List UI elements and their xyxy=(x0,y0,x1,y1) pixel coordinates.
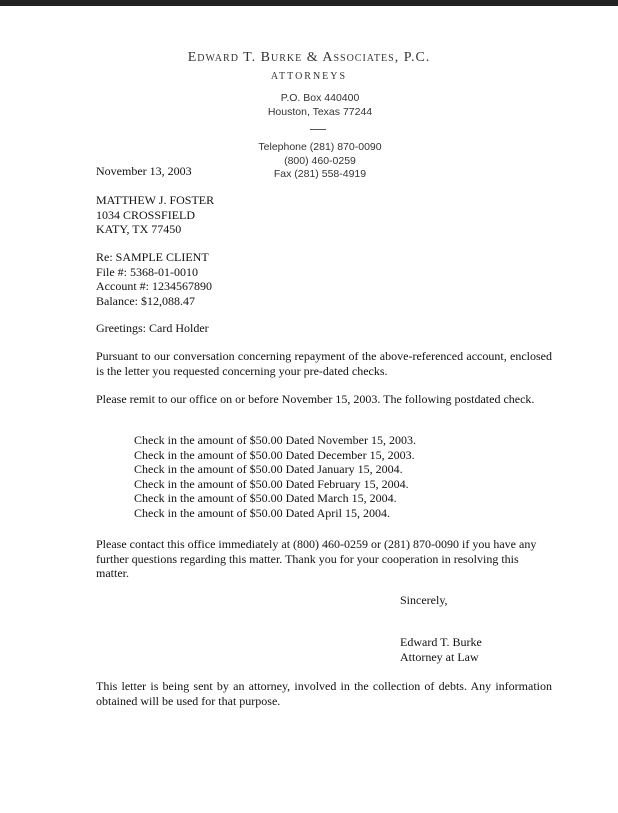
recipient-address xyxy=(96,193,552,237)
phone-line: Fax (281) 558-4919 xyxy=(273,168,367,180)
phone-line: Telephone (281) 870-0090 xyxy=(258,141,382,153)
check-list xyxy=(134,433,416,520)
letter-date: November 13, 2003 xyxy=(96,164,192,178)
reference-line: File #: 5368-01-0010 xyxy=(96,264,198,279)
check-item: Check in the amount of $50.00 Dated November 15, 2003. xyxy=(134,433,416,447)
body-paragraph-1: Pursuant to our conversation concerning repayment of the above-referenced account, enclosed is the letter you requested concerning your pre-dated checks. xyxy=(96,349,552,378)
check-item: Check in the amount of $50.00 Dated December 15, 2003. xyxy=(134,447,415,462)
recipient-line: KATY, TX 77450 xyxy=(96,222,182,236)
reference-block xyxy=(96,250,552,308)
signer-name: Edward T. Burke xyxy=(400,635,482,649)
check-item: Check in the amount of $50.00 Dated March 15, 2004. xyxy=(134,491,397,505)
body-paragraph-2: Please remit to our office on or before November 15, 2003. The following postdated check. xyxy=(96,392,535,406)
recipient-line: 1034 CROSSFIELD xyxy=(96,207,196,222)
signer-title: Attorney at Law xyxy=(400,649,479,664)
reference-line: Balance: $12,088.47 xyxy=(96,293,195,308)
reference-line: Re: SAMPLE CLIENT xyxy=(96,250,209,264)
check-item: Check in the amount of $50.00 Dated April 15, 2004. xyxy=(134,505,390,520)
firm-phones xyxy=(230,141,410,182)
scan-border xyxy=(0,0,618,6)
check-item: Check in the amount of $50.00 Dated February 15, 2004. xyxy=(134,476,409,491)
letterhead-divider xyxy=(310,129,326,130)
firm-address xyxy=(230,92,410,119)
body-paragraph-3: Please contact this office immediately at (800) 460-0259 or (281) 870-0090 if you have any further questions regarding this matter. Thank you for your cooperation in resolving this matter. xyxy=(96,537,537,580)
greeting: Greetings: Card Holder xyxy=(96,321,209,335)
footer-disclaimer: This letter is being sent by an attorney, involved in the collection of debts. Any information obtained will be used for that purpose. xyxy=(96,679,552,708)
phone-line: (800) 460-0259 xyxy=(284,154,356,167)
recipient-line: MATTHEW J. FOSTER xyxy=(96,193,215,207)
signature-block xyxy=(400,635,482,664)
address-line: P.O. Box 440400 xyxy=(280,92,360,104)
address-line: Houston, Texas 77244 xyxy=(267,105,373,118)
closing: Sincerely, xyxy=(400,593,448,607)
reference-line: Account #: 1234567890 xyxy=(96,279,212,293)
firm-name: Edward T. Burke & Associates, P.C. xyxy=(187,50,431,65)
firm-subtitle: ATTORNEYS xyxy=(270,71,348,82)
check-item: Check in the amount of $50.00 Dated January 15, 2004. xyxy=(134,462,403,476)
